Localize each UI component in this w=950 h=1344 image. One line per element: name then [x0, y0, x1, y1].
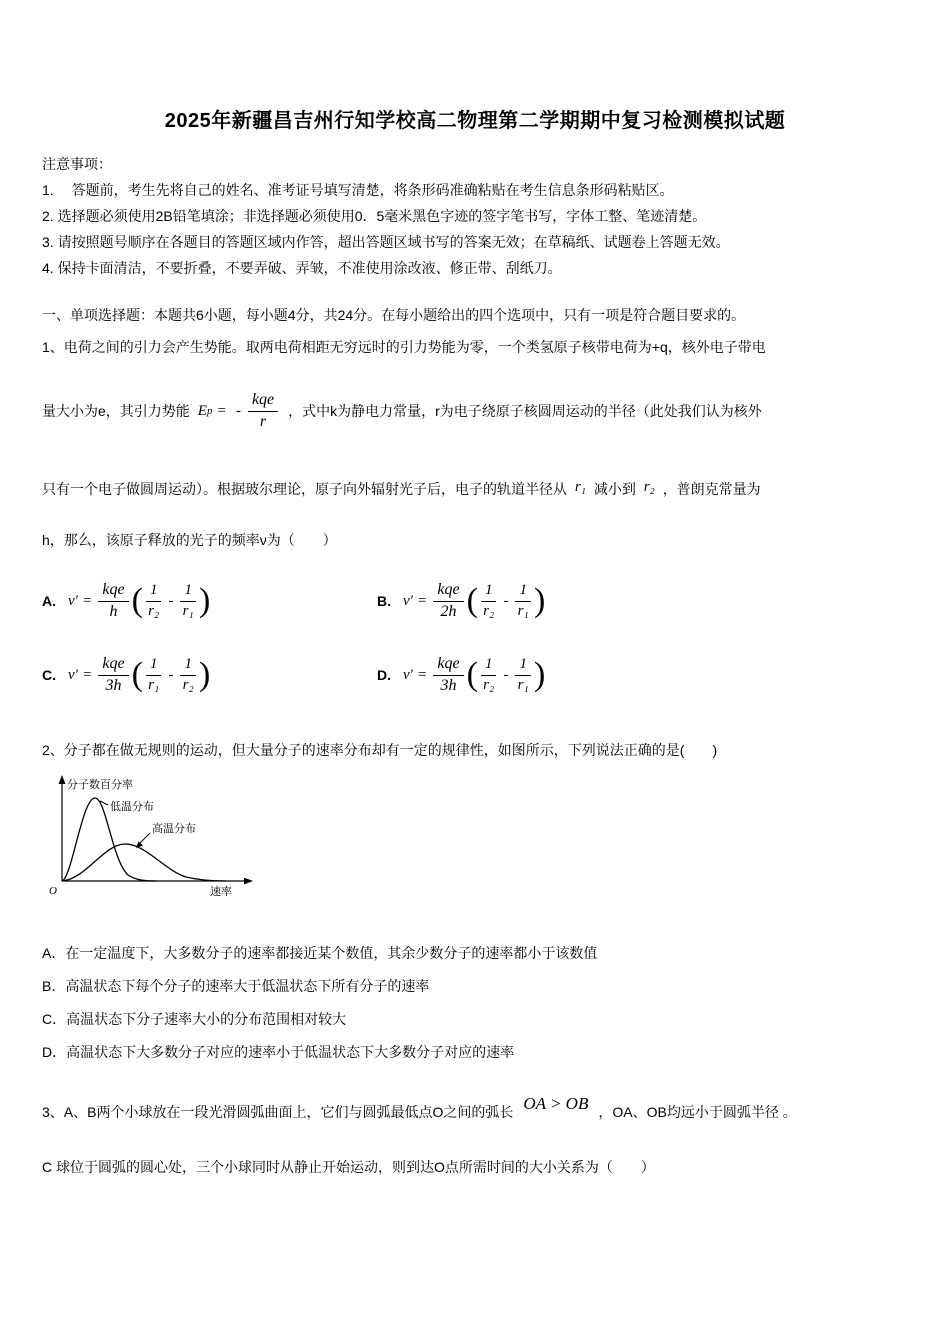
high-temp-pointer-arrow-icon	[136, 842, 143, 849]
page-title: 2025年新疆昌吉州行知学校高二物理第二学期期中复习检测模拟试题	[164, 110, 786, 132]
option-a-formula	[68, 578, 211, 624]
q2-option-d: D．高温状态下大多数分子对应的速率小于低温状态下大多数分子对应的速率	[42, 1044, 515, 1060]
option-c-label: C.	[42, 667, 56, 683]
arc-length-inequality: OA > OB	[523, 1094, 589, 1113]
sub-numerator-2: 1	[180, 656, 196, 675]
main-denominator: 2h	[440, 602, 457, 620]
q2-option-a: A．在一定温度下，大多数分子的速率都接近某个数值，其余少数分子的速率都小于该数值	[42, 945, 598, 961]
option-c-formula	[68, 652, 211, 698]
sub-denominator-1: r₁	[148, 676, 160, 693]
nu-symbol: ν′	[403, 666, 413, 683]
right-paren: )	[198, 656, 211, 693]
main-numerator: kqe	[98, 581, 128, 601]
equals-sign: =	[82, 666, 92, 683]
ep-fraction	[248, 391, 278, 431]
q1-option-d	[377, 652, 908, 698]
q3-stem-line1-pre: 3、A、B两个小球放在一段光滑圆弧曲面上，它们与圆弧最低点O之间的弧长	[42, 1104, 514, 1120]
minus-sign: -	[168, 666, 174, 683]
sub-denominator-1: r₂	[148, 602, 160, 619]
q2-stem: 2、分子都在做无规则的运动，但大量分子的速率分布却有一定的规律性，如图所示，下列说法正确的是( )	[42, 742, 718, 758]
minus-sign: -	[503, 666, 509, 683]
main-denominator: h	[109, 602, 118, 620]
q1-options	[42, 578, 908, 698]
nu-symbol: ν′	[68, 592, 78, 609]
q1-stem-line2-post: ，式中k为静电力常量，r为电子绕原子核圆周运动的半径（此处我们认为核外	[288, 403, 762, 419]
q1-stem-line3-mid: 减小到	[593, 481, 636, 497]
q2-distribution-graph	[46, 774, 908, 911]
equals-sign: =	[417, 666, 427, 683]
main-numerator: kqe	[433, 655, 463, 675]
main-numerator: kqe	[433, 581, 463, 601]
q2-option-b: B．高温状态下每个分子的速率大于低温状态下所有分子的速率	[42, 978, 430, 994]
q1-stem-line3-pre: 只有一个电子做圆周运动）。根据玻尔理论，原子向外辐射光子后，电子的轨道半径从	[42, 481, 567, 497]
q3-stem-line1	[42, 1095, 908, 1129]
speed-distribution-chart	[46, 774, 276, 906]
main-denominator: 3h	[440, 676, 457, 694]
minus-sign: -	[235, 403, 241, 419]
q2-option-c: C．高温状态下分子速率大小的分布范围相对较大	[42, 1011, 347, 1027]
left-paren: (	[466, 656, 478, 693]
q2-options	[42, 937, 908, 1069]
sub-denominator-1: r₂	[483, 676, 495, 693]
high-temp-curve	[62, 844, 226, 881]
high-temp-label: 高温分布	[152, 823, 196, 835]
right-paren: )	[533, 656, 546, 693]
minus-sign: -	[168, 592, 174, 609]
ep-symbol: E	[197, 403, 207, 419]
graph-ylabel: 分子数百分率	[67, 779, 133, 791]
q3-stem-line1-post: ，OA、OB均远小于圆弧半径 。	[598, 1104, 797, 1120]
q1-stem-line3	[42, 477, 908, 502]
q1-stem-line4: h，那么，该原子释放的光子的频率ν为（ ）	[42, 532, 337, 548]
origin-label: O	[49, 885, 57, 897]
radius-r1: r₁	[574, 479, 586, 495]
sub-numerator-1: 1	[481, 656, 497, 675]
sub-numerator-2: 1	[180, 582, 196, 601]
minus-sign: -	[503, 592, 509, 609]
notice-section	[42, 151, 908, 281]
x-axis-arrow-icon	[244, 878, 253, 885]
sub-denominator-1: r₂	[483, 602, 495, 619]
equals-sign: =	[217, 403, 226, 419]
low-temp-label: 低温分布	[110, 801, 154, 813]
ep-fraction-denominator: r	[259, 412, 267, 430]
sub-numerator-2: 1	[515, 582, 531, 601]
ep-subscript: p	[206, 405, 213, 417]
nu-symbol: ν′	[68, 666, 78, 683]
equals-sign: =	[82, 592, 92, 609]
q1-ep-formula	[198, 391, 280, 431]
equals-sign: =	[417, 592, 427, 609]
left-paren: (	[131, 656, 143, 693]
question-2	[42, 738, 908, 1069]
sub-numerator-2: 1	[515, 656, 531, 675]
sub-denominator-2: r₁	[517, 676, 529, 693]
q3-stem-line2: C 球位于圆弧的圆心处，三个小球同时从静止开始运动，则到达O点所需时间的大小关系为（ ）	[42, 1159, 655, 1175]
graph-xlabel: 速率	[210, 886, 232, 898]
main-denominator: 3h	[105, 676, 122, 694]
sub-numerator-1: 1	[146, 656, 162, 675]
notice-header: 注意事项：	[42, 156, 112, 172]
option-d-formula	[403, 652, 546, 698]
q1-stem-line2-pre: 量大小为e，其引力势能	[42, 403, 190, 419]
option-d-label: D.	[377, 667, 391, 683]
right-paren: )	[533, 582, 546, 619]
option-b-formula	[403, 578, 546, 624]
option-b-label: B.	[377, 593, 391, 609]
notice-item-4: 4. 保持卡面清洁，不要折叠，不要弄破、弄皱，不准使用涂改液、修正带、刮纸刀。	[42, 260, 562, 276]
ep-fraction-numerator: kqe	[248, 391, 278, 411]
y-axis-arrow-icon	[59, 775, 66, 784]
sub-denominator-2: r₂	[182, 676, 194, 693]
notice-item-2: 2. 选择题必须使用2B铅笔填涂；非选择题必须使用0．5毫米黑色字迹的签字笔书写，字体工整、笔迹清楚。	[42, 208, 707, 224]
question-3	[42, 1095, 908, 1179]
left-paren: (	[131, 582, 143, 619]
radius-r2: r₂	[643, 479, 655, 495]
notice-item-1: 1. 答题前，考生先将自己的姓名、准考证号填写清楚，将条形码准确粘贴在考生信息条形码粘贴区。	[42, 182, 674, 198]
sub-numerator-1: 1	[481, 582, 497, 601]
notice-item-3: 3. 请按照题号顺序在各题目的答题区域内作答，超出答题区域书写的答案无效；在草稿纸、试题卷上答题无效。	[42, 234, 730, 250]
sub-denominator-2: r₁	[517, 602, 529, 619]
main-numerator: kqe	[98, 655, 128, 675]
section-1-heading: 一、单项选择题：本题共6小题，每小题4分，共24分。在每小题给出的四个选项中，只有一项是符合题目要求的。	[42, 307, 746, 323]
q1-stem-line3-post: ，普朗克常量为	[662, 481, 761, 497]
q1-option-b	[377, 578, 908, 624]
q1-option-a	[42, 578, 377, 624]
nu-symbol: ν′	[403, 592, 413, 609]
question-1	[42, 335, 908, 698]
option-a-label: A.	[42, 593, 56, 609]
left-paren: (	[466, 582, 478, 619]
sub-denominator-2: r₁	[182, 602, 194, 619]
q1-stem-line1: 1、电荷之间的引力会产生势能。取两电荷相距无穷远时的引力势能为零，一个类氢原子核带电荷为+q，核外电子带电	[42, 339, 766, 355]
right-paren: )	[198, 582, 211, 619]
sub-numerator-1: 1	[146, 582, 162, 601]
q1-stem-line2	[42, 385, 908, 437]
q1-option-c	[42, 652, 377, 698]
